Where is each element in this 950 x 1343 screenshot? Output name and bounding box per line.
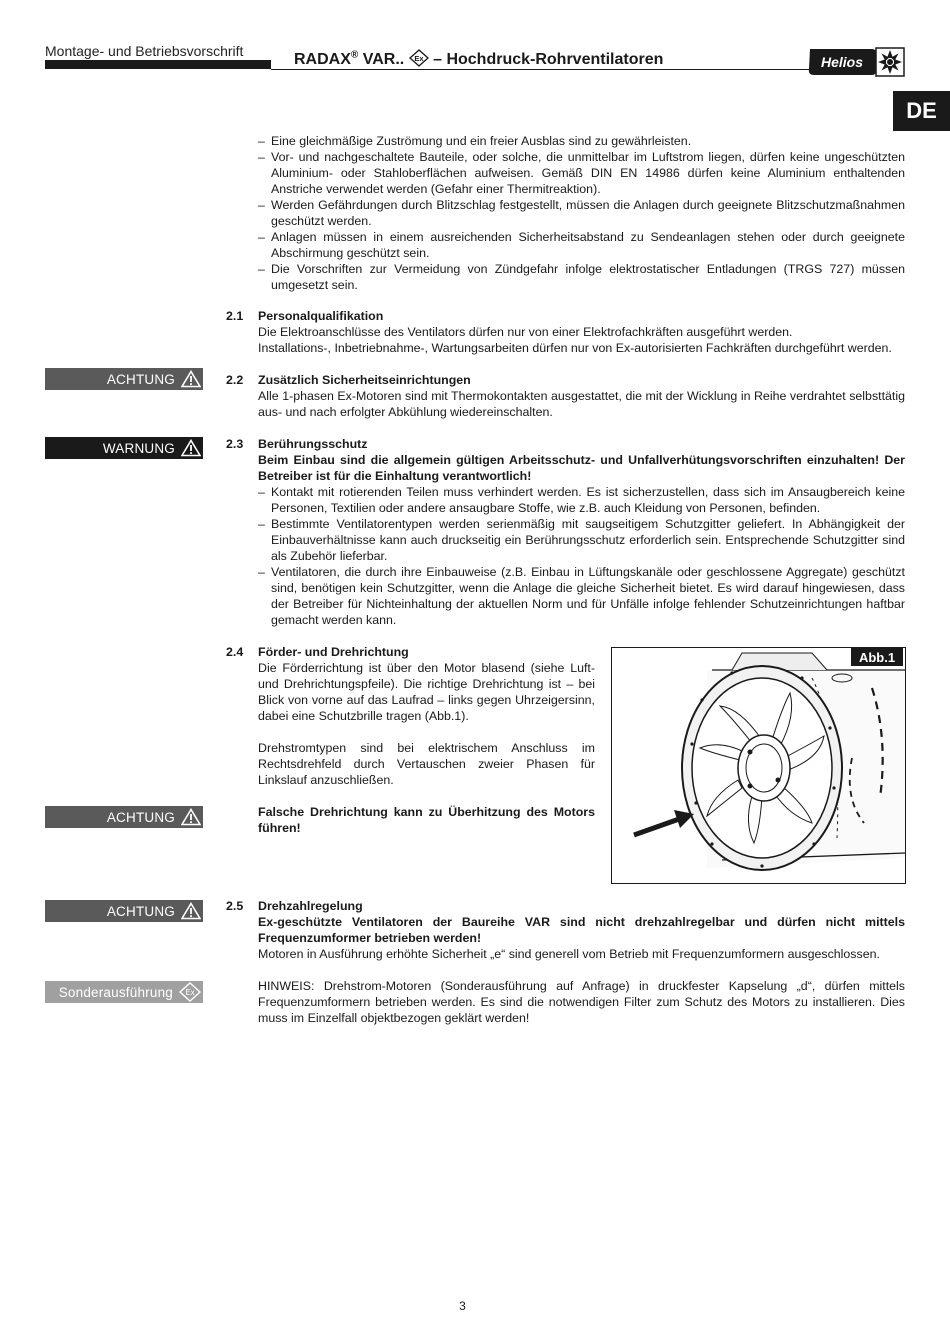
warning-statement: Falsche Drehrichtung kann zu Überhitzung des Motors führen! [258,805,595,835]
section-number: 2.1 [226,309,244,323]
section-heading: Personalqualifikation [258,309,384,323]
header-bar [45,60,271,69]
section-number: 2.3 [226,437,244,451]
paragraph: HINWEIS: Drehstrom-Motoren (Sonderausführung auf Anfrage) in druckfester Kapselung „d“, dürfen mittels Frequenzumformern betrieben werden. Es sind die notwendigen Filter zum Schutz des Motors zu installieren. Dies muss im Einzelfall objektbezogen geklärt werden! [258,979,905,1025]
section-number: 2.2 [226,373,244,387]
paragraph: Die Elektroanschlüsse des Ventilators dürfen nur von einer Elektrofachkräften ausgeführt werden. [258,325,793,339]
section-heading: Drehzahlregelung [258,899,363,913]
warning-triangle-icon [181,902,201,920]
page-number: 3 [459,1299,466,1313]
logo-text: Helios [820,54,864,70]
bold-statement: Beim Einbau sind die allgemein gültigen Arbeitsschutz- und Unfallverhütungsvorschriften einzuhalten! Der Betreiber ist für die Einhaltung verantwortlich! [258,453,905,483]
list-item: – Werden Gefährdungen durch Blitzschlag festgestellt, müssen die Anlagen durch geeignete Blitzschutzmaßnahmen geschützt werden. [258,197,905,229]
section-heading: Förder- und Drehrichtung [258,645,409,659]
product-name: RADAX [294,51,351,68]
ex-protection-icon [179,982,201,1002]
section-beruehrungsschutz [258,436,905,628]
ex-symbol-text: Ex [185,988,195,997]
document-title [294,49,663,72]
section-heading: Berührungsschutz [258,437,368,451]
ex-protection-icon [409,49,429,72]
list-item: – Vor- und nachgeschaltete Bauteile, oder solche, die unmittelbar im Luftstrom liegen, dürfen keine ungeschützten Aluminium- oder Stahloberflächen aufweisen. Gemäß DIN EN 14986 dürfen keine Aluminium enthaltenden Anstriche verwendet werden (Gefahr einer Thermitreaktion). [258,149,905,197]
paragraph: Installations-, Inbetriebnahme-, Wartungsarbeiten dürfen nur von Ex-autorisierten Fachkräften durchgeführt werden. [258,341,892,355]
paragraph: Motoren in Ausführung erhöhte Sicherheit „e“ sind generell vom Betrieb mit Frequenzumformern ausgeschlossen. [258,947,880,961]
section-drehzahlregelung [258,898,905,1026]
section-personalqualifikation [258,308,905,356]
figure-label: Abb.1 [851,648,903,666]
registered-mark: ® [350,49,359,61]
document-type: Montage- und Betriebsvorschrift [45,43,244,59]
label-text: ACHTUNG [106,371,175,387]
fan-figure [611,647,906,884]
paragraph: Alle 1-phasen Ex-Motoren sind mit Thermokontakten ausgestattet, die mit der Wicklung in Reihe verdrahtet selbsttätig aus- und nach erfolgter Abkühlung wiedereinschalten. [258,389,905,419]
sonderausfuehrung-label [45,981,203,1003]
section-sicherheitseinrichtungen [258,372,905,420]
list-item: – Ventilatoren, die durch ihre Einbauweise (z.B. Einbau in Lüftungskanäle oder geschlossene Aggregate) geschützt sind, benötigen kein Schutzgitter, wenn die Anlage die gleiche Sicherheit bietet. Es wird darauf hingewiesen, dass der Betreiber für Nichteinhaltung der aktuellen Norm und für Unfälle infolge fehlender Schutzeinrichtungen haftbar gemacht werden kann. [258,564,905,628]
bold-statement: Ex-geschützte Ventilatoren der Baureihe VAR sind nicht drehzahlregelbar und dürfen nicht mittels Frequenzumformer betrieben werden! [258,915,905,945]
warnung-label [45,437,203,459]
intro-bullet-list [258,133,905,293]
list-item: – Die Vorschriften zur Vermeidung von Zündgefahr infolge elektrostatischer Entladungen (TRGS 727) müssen umgesetzt sein. [258,261,905,293]
section-number: 2.5 [226,899,244,913]
list-item: – Bestimmte Ventilatorentypen werden serienmäßig mit saugseitigem Schutzgitter geliefert. In Abhängigkeit der Einbauverhältnisse kann auch druckseitig ein Berührungsschutz erforderlich sein. Entsprechende Schutzgitter sind als Zubehör lieferbar. [258,516,905,564]
label-text: ACHTUNG [106,903,175,919]
title-suffix: – Hochdruck-Rohrventilatoren [433,51,664,68]
achtung-label [45,368,203,390]
fan-illustration [612,648,905,883]
achtung-label [45,806,203,828]
helios-logo [806,45,906,77]
language-badge: DE [893,91,950,131]
list-item: – Anlagen müssen in einem ausreichenden Sicherheitsabstand zu Sendeanlagen stehen oder durch geeignete Abschirmung geschützt sein. [258,229,905,261]
model-name: VAR.. [362,51,405,68]
list-item: – Eine gleichmäßige Zuströmung und ein freier Ausblas sind zu gewährleisten. [258,133,905,149]
paragraph: Drehstromtypen sind bei elektrischem Anschluss im Rechtsdrehfeld durch Vertauschen zweier Phasen für Linkslauf anzuschließen. [258,741,595,787]
section-number: 2.4 [226,645,244,659]
section-foerderrichtung [258,644,595,836]
warning-triangle-icon [181,808,201,826]
section-heading: Zusätzlich Sicherheitseinrichtungen [258,373,471,387]
list-item: – Kontakt mit rotierenden Teilen muss verhindert werden. Es ist sicherzustellen, dass sich im Ansaugbereich keine Personen, Textilien oder andere ansaugbare Stoffe, wie z.B. auch Kleidung von Personen, befinden. [258,484,905,516]
label-text: WARNUNG [102,440,175,456]
paragraph: Die Förderrichtung ist über den Motor blasend (siehe Luft- und Drehrichtungspfeile). Die richtige Drehrichtung ist – bei Blick von vorne auf das Laufrad – links gegen Uhrzeigersinn, dabei eine Schutzbrille tragen (Abb.1). [258,661,595,723]
label-text: Sonderausführung [58,984,173,1000]
ex-symbol-text: Ex [414,54,424,63]
label-text: ACHTUNG [106,809,175,825]
warning-triangle-icon [181,370,201,388]
achtung-label [45,900,203,922]
warning-triangle-icon [181,439,201,457]
